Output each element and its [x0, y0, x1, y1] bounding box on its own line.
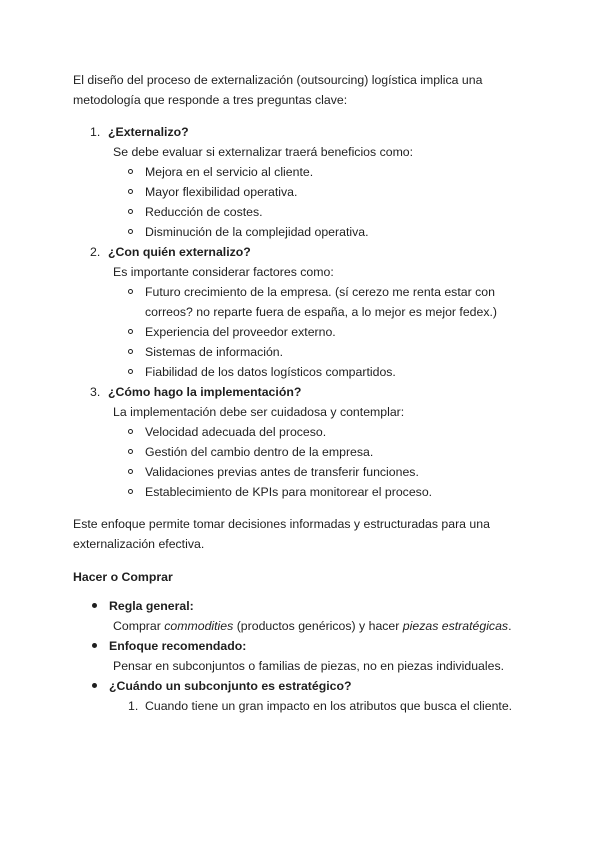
list-item: Sistemas de información.	[108, 342, 533, 362]
hollow-bullet-icon	[128, 169, 133, 174]
hollow-bullet-icon	[128, 429, 133, 434]
item-number: 1.	[128, 699, 139, 713]
question-description: Es importante considerar factores como:	[113, 265, 334, 279]
list-item	[73, 636, 533, 676]
approach-title: Enfoque recomendado:	[109, 639, 247, 653]
bullet-icon	[92, 603, 97, 608]
list-item: Futuro crecimiento de la empresa. (sí cerezo me renta estar con correos? no reparte fuera de españa, a lo mejor es mejor fedex.)	[108, 282, 533, 322]
section-heading: Hacer o Comprar	[73, 570, 173, 584]
question-title: ¿Cómo hago la implementación?	[108, 385, 302, 399]
question-number: 2.	[90, 245, 101, 259]
list-item: Gestión del cambio dentro de la empresa.	[108, 442, 533, 462]
document-page	[73, 70, 533, 716]
list-item: Experiencia del proveedor externo.	[108, 322, 533, 342]
conclusion-paragraph: Este enfoque permite tomar decisiones informadas y estructuradas para una externalización efectiva.	[73, 517, 490, 551]
list-item: Disminución de la complejidad operativa.	[108, 222, 533, 242]
rule-text: Comprar commodities (productos genéricos) y hacer piezas estratégicas.	[113, 619, 512, 633]
list-item	[73, 596, 533, 636]
question-description: La implementación debe ser cuidadosa y contemplar:	[113, 405, 405, 419]
list-item: Mejora en el servicio al cliente.	[108, 162, 533, 182]
hollow-bullet-icon	[128, 189, 133, 194]
list-item: Velocidad adecuada del proceso.	[108, 422, 533, 442]
question-title: ¿Con quién externalizo?	[108, 245, 251, 259]
question-number: 1.	[90, 125, 101, 139]
intro-paragraph: El diseño del proceso de externalización (outsourcing) logística implica una metodología que responde a tres preguntas clave:	[73, 73, 483, 107]
hollow-bullet-icon	[128, 209, 133, 214]
question-item	[73, 242, 533, 382]
list-item	[109, 696, 533, 716]
hollow-bullet-icon	[128, 229, 133, 234]
list-item: Validaciones previas antes de transferir funciones.	[108, 462, 533, 482]
question-description: Se debe evaluar si externalizar traerá beneficios como:	[113, 145, 414, 159]
implementation-list	[108, 422, 533, 502]
list-item: Mayor flexibilidad operativa.	[108, 182, 533, 202]
approach-text: Pensar en subconjuntos o familias de piezas, no en piezas individuales.	[113, 659, 505, 673]
list-item: Establecimiento de KPIs para monitorear el proceso.	[108, 482, 533, 502]
questions-list	[73, 122, 533, 502]
question-item	[73, 382, 533, 502]
question-title: ¿Externalizo?	[108, 125, 189, 139]
hollow-bullet-icon	[128, 489, 133, 494]
hollow-bullet-icon	[128, 329, 133, 334]
hollow-bullet-icon	[128, 469, 133, 474]
bullet-icon	[92, 643, 97, 648]
list-item: Reducción de costes.	[108, 202, 533, 222]
benefits-list	[108, 162, 533, 242]
hollow-bullet-icon	[128, 449, 133, 454]
item-text: Cuando tiene un gran impacto en los atributos que busca el cliente.	[145, 699, 513, 713]
list-item: Fiabilidad de los datos logísticos compartidos.	[108, 362, 533, 382]
factors-list	[108, 282, 533, 382]
make-or-buy-list	[73, 596, 533, 716]
bullet-icon	[92, 683, 97, 688]
hollow-bullet-icon	[128, 369, 133, 374]
hollow-bullet-icon	[128, 289, 133, 294]
list-item	[73, 676, 533, 716]
question-number: 3.	[90, 385, 101, 399]
question-item	[73, 122, 533, 242]
hollow-bullet-icon	[128, 349, 133, 354]
strategic-question-title: ¿Cuándo un subconjunto es estratégico?	[109, 679, 352, 693]
rule-title: Regla general:	[109, 599, 194, 613]
strategic-criteria-list	[109, 696, 533, 716]
